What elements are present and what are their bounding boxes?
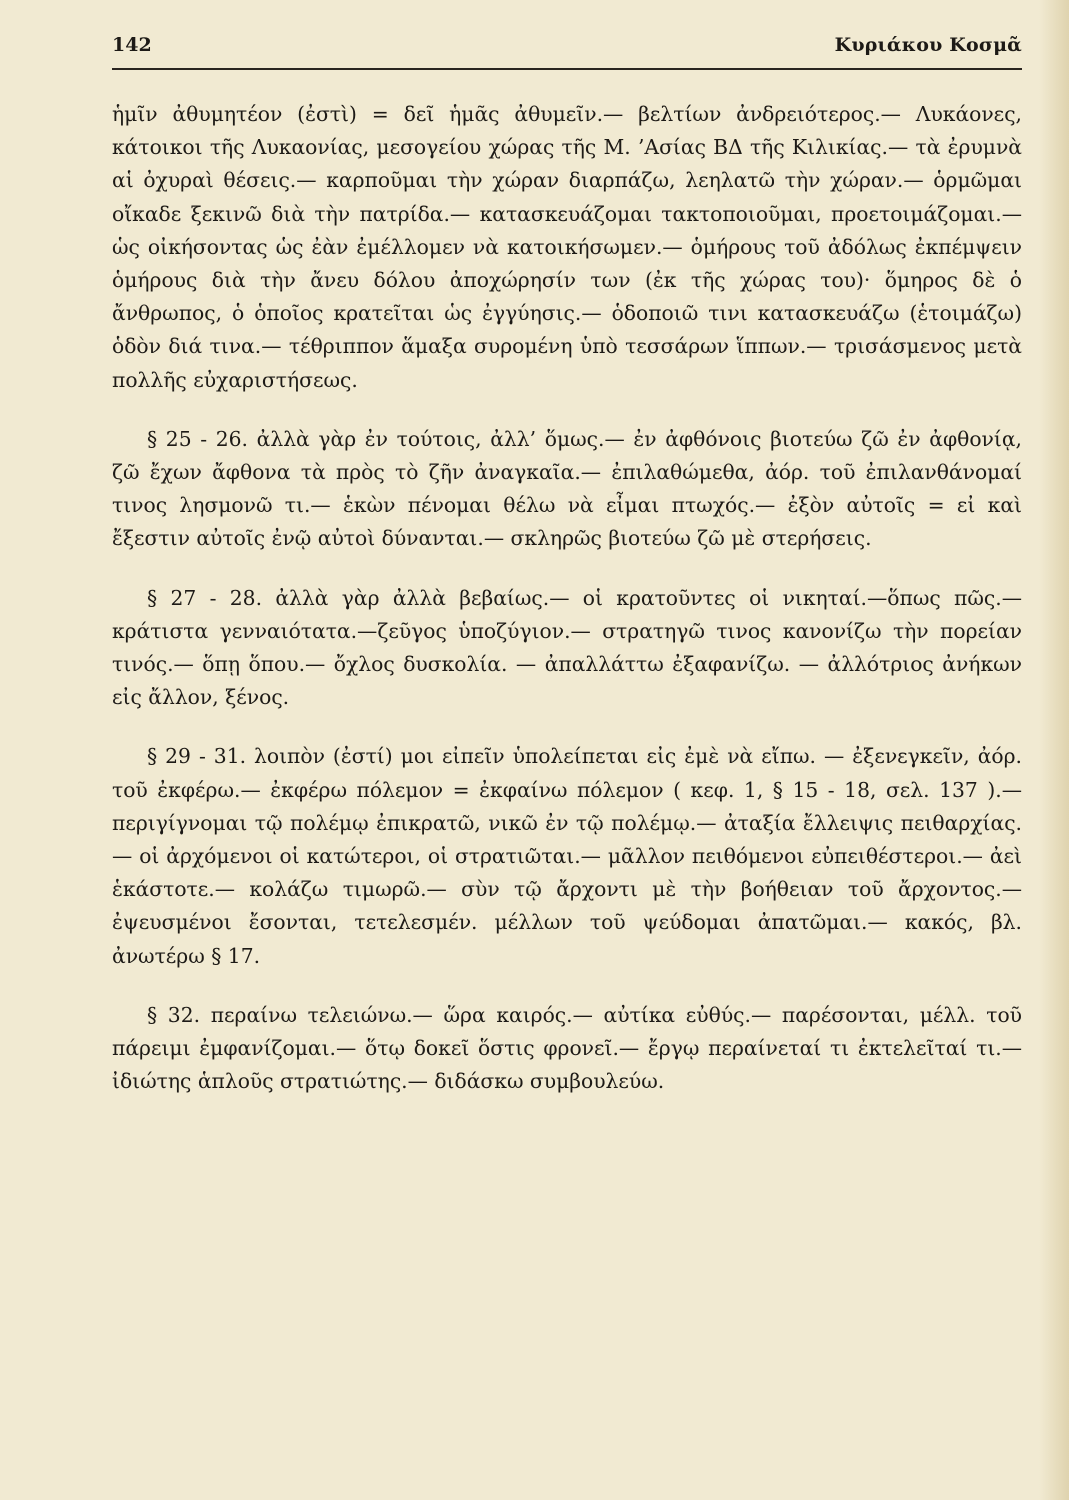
page-header	[112, 34, 1022, 64]
page-edge-shadow	[1039, 0, 1069, 1500]
page-number: 142	[112, 34, 152, 56]
paragraph-section-25-26: § 25 - 26. ἀλλὰ γὰρ ἐν τούτοις, ἀλλ’ ὅμως.— ἐν ἀφθόνοις βιοτεύω ζῶ ἐν ἀφθονίᾳ, ζῶ ἔχων ἄφθονα τὰ πρὸς τὸ ζῆν ἀναγκαῖα.— ἐπιλαθώμεθα, ἀόρ. τοῦ ἐπιλανθάνομαί τινος λησμονῶ τι.— ἑκὼν πένομαι θέλω νὰ εἶμαι πτωχός.— ἐξὸν αὐτοῖς = εἰ καὶ ἔξεστιν αὐτοῖς ἐνῷ αὐτοὶ δύνανται.— σκληρῶς βιοτεύω ζῶ μὲ στερήσεις.	[112, 426, 1022, 551]
paragraph-glossary-intro: ἡμῖν ἀθυμητέον (ἐστὶ) = δεῖ ἡμᾶς ἀθυμεῖν.— βελτίων ἀνδρειότερος.— Λυκάονες, κάτοικοι τῆς Λυκαονίας, μεσογείου χώρας τῆς Μ. ’Ασίας ΒΔ τῆς Κιλικίας.— τὰ ἐρυμνὰ αἱ ὀχυραὶ θέσεις.— καρποῦμαι τὴν χώραν διαρπάζω, λεηλατῶ τὴν χώραν.— ὁρμῶμαι οἴκαδε ξεκινῶ διὰ τὴν πατρίδα.— κατασκευάζομαι τακτοποιοῦμαι, προετοιμάζομαι.— ὡς οἰκήσοντας ὡς ἐὰν ἐμέλλομεν νὰ κατοικήσωμεν.— ὁμήρους τοῦ ἀδόλως ἐκπέμψειν ὁμήρους διὰ τὴν ἄνευ δόλου ἀποχώρησίν των (ἐκ τῆς χώρας του)· ὅμηρος δὲ ὁ ἄνθρωπος, ὁ ὁποῖος κρατεῖται ὡς ἐγγύησις.— ὁδοποιῶ τινι κατασκευάζω (ἑτοιμάζω) ὁδὸν διά τινα.— τέθριππον ἅμαξα συρομένη ὑπὸ τεσσάρων ἵππων.— τρισάσμενος μετὰ πολλῆς εὐχαριστήσεως.	[112, 102, 1022, 392]
paragraph-section-27-28: § 27 - 28. ἀλλὰ γὰρ ἀλλὰ βεβαίως.— οἱ κρατοῦντες οἱ νικηταί.—ὅπως πῶς.— κράτιστα γενναιότατα.—ζεῦγος ὑποζύγιον.— στρατηγῶ τινος κανονίζω τὴν πορείαν τινός.— ὅπῃ ὅπου.— ὄχλος δυσκολία. — ἀπαλλάττω ἐξαφανίζω. — ἀλλότριος ἀνήκων εἰς ἄλλον, ξένος.	[112, 585, 1022, 710]
paragraph-section-32: § 32. περαίνω τελειώνω.— ὥρα καιρός.— αὐτίκα εὐθύς.— παρέσονται, μέλλ. τοῦ πάρειμι ἐμφανίζομαι.— ὅτῳ δοκεῖ ὅστις φρονεῖ.— ἔργῳ περαίνεταί τι ἐκτελεῖταί τι.— ἰδιώτης ἁπλοῦς στρατιώτης.— διδάσκω συμβουλεύω.	[112, 1002, 1022, 1094]
header-rule	[112, 68, 1022, 70]
page-body	[112, 88, 1022, 1098]
paragraph-section-29-31: § 29 - 31. λοιπὸν (ἐστί) μοι εἰπεῖν ὑπολείπεται εἰς ἐμὲ νὰ εἴπω. — ἐξενεγκεῖν, ἀόρ. τοῦ ἐκφέρω.— ἐκφέρω πόλεμον = ἐκφαίνω πόλεμον ( κεφ. 1, § 15 - 18, σελ. 137 ).— περιγίγνομαι τῷ πολέμῳ ἐπικρατῶ, νικῶ ἐν τῷ πολέμῳ.— ἀταξία ἔλλειψις πειθαρχίας.— οἱ ἀρχόμενοι οἱ κατώτεροι, οἱ στρατιῶται.— μᾶλλον πειθόμενοι εὐπειθέστεροι.— ἀεὶ ἑκάστοτε.— κολάζω τιμωρῶ.— σὺν τῷ ἄρχοντι μὲ τὴν βοήθειαν τοῦ ἄρχοντος.— ἐψευσμένοι ἔσονται, τετελεσμέν. μέλλων τοῦ ψεύδομαι ἀπατῶμαι.— κακός, βλ. ἀνωτέρω § 17.	[112, 744, 1022, 968]
running-title: Κυριάκου Κοσμᾶ	[834, 34, 1022, 56]
